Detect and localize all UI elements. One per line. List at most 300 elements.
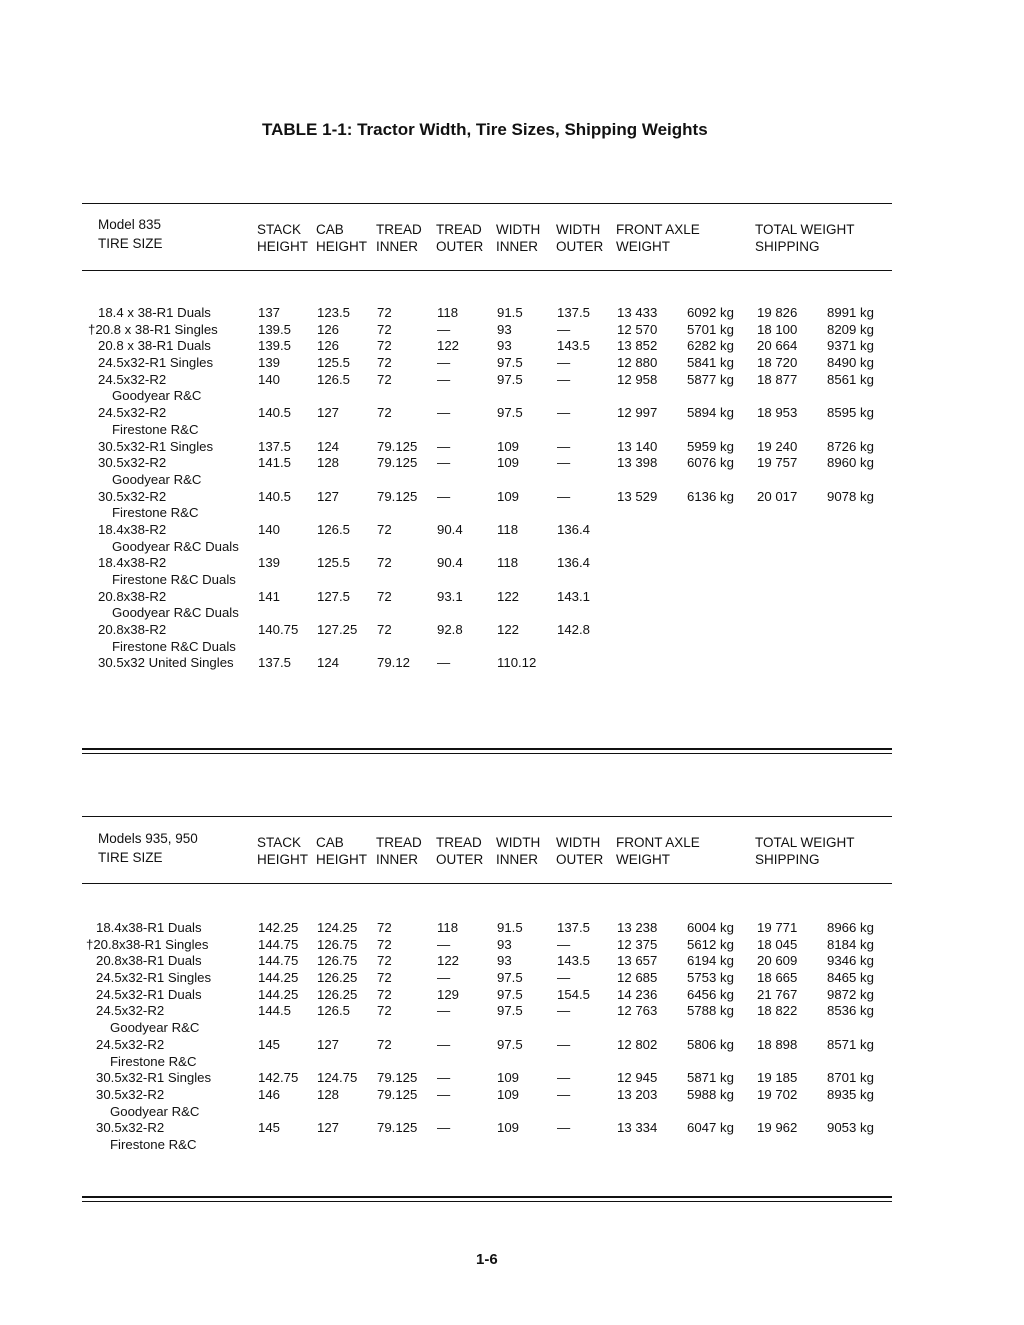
- tire-size-text: 24.5x32-R2: [96, 1003, 165, 1019]
- cell-to: 118: [437, 920, 459, 935]
- cell-cab: 124: [317, 438, 340, 454]
- cell-fa-lb: 13 334: [617, 1120, 658, 1136]
- tire-size-text: 30.5x32-R1 Singles: [98, 438, 214, 454]
- cell-fa-lb: 12 802: [617, 1036, 658, 1052]
- tire-size-text: 30.5x32-R1 Singles: [96, 1070, 212, 1086]
- tire-brand-cell: Goodyear R&C: [112, 388, 202, 404]
- cell-wo: —: [557, 1070, 571, 1086]
- cell-fa-lb: 12 763: [617, 1003, 658, 1019]
- cell-fa-kg: 6047 kg: [687, 1120, 734, 1136]
- cell-cab: 124: [317, 655, 340, 671]
- tire-brand-cell: Firestone R&C Duals: [112, 638, 236, 654]
- table-row: [0, 1087, 1024, 1104]
- cell-cab: 126.25: [317, 986, 358, 1002]
- header-line: TOTAL WEIGHT: [755, 222, 855, 237]
- cell-tw-kg: 9371 kg: [827, 338, 874, 354]
- cell-wo: —: [557, 1003, 571, 1019]
- cell-ti: 79.125: [377, 1120, 418, 1136]
- width-inner-header: [496, 221, 540, 255]
- header-line: WIDTH: [556, 222, 601, 237]
- tire-size-cell: [88, 321, 218, 339]
- table-row: [0, 555, 1024, 572]
- cell-to: 93.1: [437, 588, 463, 604]
- cell-ti: 72: [377, 521, 392, 537]
- cell-stack: 139.5: [258, 321, 292, 337]
- cell-ti: 72: [377, 1036, 392, 1052]
- header-line: STACK: [257, 222, 302, 237]
- cell-tw-kg: 8991 kg: [827, 305, 874, 320]
- cell-stack: 142.75: [258, 1070, 299, 1086]
- tire-size-text: 24.5x32-R2: [98, 405, 167, 421]
- cell-to: —: [437, 488, 451, 504]
- tire-size-text: 20.8 x 38-R1 Singles: [95, 321, 218, 337]
- cell-cab: 127.25: [317, 622, 358, 638]
- table-row: [0, 1120, 1024, 1137]
- cell-wi: 97.5: [497, 355, 523, 371]
- cab-height-header: [316, 221, 367, 255]
- cell-to: —: [437, 371, 451, 387]
- cell-cab: 126.75: [317, 953, 358, 969]
- tire-size-cell: [96, 1070, 211, 1087]
- cell-fa-lb: 13 398: [617, 455, 658, 471]
- cell-cab: 127: [317, 405, 340, 421]
- table-row: [0, 1070, 1024, 1087]
- cell-ti: 72: [377, 920, 392, 935]
- table-title: TABLE 1-1: Tractor Width, Tire Sizes, Shipping Weights: [262, 120, 708, 139]
- cell-wo: —: [557, 321, 571, 337]
- front-axle-header: [616, 221, 700, 255]
- cell-tw-lb: 18 877: [757, 371, 798, 387]
- cell-tw-lb: 18 045: [757, 936, 798, 952]
- tread-outer-header: [436, 834, 483, 868]
- table2-top-rule: [82, 816, 892, 817]
- table2-body: [0, 920, 1024, 1154]
- table-row-sub: [0, 472, 1024, 489]
- stack-height-header: [257, 834, 308, 868]
- cell-ti: 79.125: [377, 488, 418, 504]
- cell-ti: 72: [377, 338, 392, 354]
- cell-wo: —: [557, 1086, 571, 1102]
- cell-stack: 139: [258, 555, 281, 571]
- cell-wi: 109: [497, 438, 520, 454]
- cell-ti: 72: [377, 936, 392, 952]
- cell-wo: —: [557, 405, 571, 421]
- tire-size-text: 24.5x32-R2: [96, 1036, 165, 1052]
- table-row-sub: [0, 539, 1024, 556]
- width-outer-header: [556, 834, 603, 868]
- cell-wo: 137.5: [557, 305, 591, 320]
- table-row-sub: [0, 605, 1024, 622]
- cell-tw-lb: 19 962: [757, 1120, 798, 1136]
- cell-fa-kg: 6076 kg: [687, 455, 734, 471]
- table-row: [0, 622, 1024, 639]
- cell-wi: 97.5: [497, 986, 523, 1002]
- cell-ti: 72: [377, 622, 392, 638]
- tire-brand-cell: Goodyear R&C: [110, 1020, 200, 1036]
- table-row-sub: [0, 639, 1024, 656]
- cell-wi: 93: [497, 321, 512, 337]
- cell-cab: 127: [317, 1036, 340, 1052]
- cell-tw-kg: 8571 kg: [827, 1036, 874, 1052]
- cell-wo: —: [557, 371, 571, 387]
- cell-cab: 124.75: [317, 1070, 358, 1086]
- tread-outer-header: [436, 221, 483, 255]
- cell-wi: 109: [497, 488, 520, 504]
- table2-header-rule: [82, 883, 892, 884]
- dagger-mark: †: [86, 936, 94, 952]
- cell-to: —: [437, 1086, 451, 1102]
- cell-fa-lb: 13 140: [617, 438, 658, 454]
- cell-to: —: [437, 970, 451, 986]
- cell-cab: 128: [317, 1086, 340, 1102]
- tire-size-text: 18.4x38-R1 Duals: [96, 920, 202, 935]
- cell-wi: 93: [497, 338, 512, 354]
- cell-to: —: [437, 1120, 451, 1136]
- tire-size-text: 20.8x38-R1 Duals: [96, 953, 202, 969]
- cell-stack: 139.5: [258, 338, 292, 354]
- cell-cab: 123.5: [317, 305, 351, 320]
- cell-tw-kg: 8935 kg: [827, 1086, 874, 1102]
- header-line: SHIPPING: [755, 239, 820, 254]
- cell-tw-kg: 8209 kg: [827, 321, 874, 337]
- cell-fa-lb: 13 657: [617, 953, 658, 969]
- cell-cab: 126.5: [317, 521, 351, 537]
- tire-brand-cell: Firestone R&C: [112, 421, 199, 437]
- tire-size-cell: [98, 589, 166, 606]
- cell-tw-kg: 8536 kg: [827, 1003, 874, 1019]
- tire-size-cell: [98, 555, 166, 572]
- tire-size-text: 18.4 x 38-R1 Duals: [98, 305, 211, 320]
- tire-size-text: 20.8x38-R2: [98, 622, 167, 638]
- cell-wi: 91.5: [497, 920, 523, 935]
- table-row: [0, 405, 1024, 422]
- cell-tw-lb: 18 720: [757, 355, 798, 371]
- cell-tw-kg: 8960 kg: [827, 455, 874, 471]
- cell-to: —: [437, 455, 451, 471]
- cell-cab: 127: [317, 1120, 340, 1136]
- cell-stack: 144.25: [258, 986, 299, 1002]
- cell-cab: 125.5: [317, 555, 351, 571]
- header-line: WEIGHT: [616, 239, 670, 254]
- cell-tw-kg: 8726 kg: [827, 438, 874, 454]
- tire-brand-cell: Goodyear R&C Duals: [112, 538, 239, 554]
- header-line: WIDTH: [556, 835, 601, 850]
- cell-to: 92.8: [437, 622, 463, 638]
- cell-wo: 143.5: [557, 338, 591, 354]
- cell-cab: 127: [317, 488, 340, 504]
- cell-ti: 79.125: [377, 1086, 418, 1102]
- cell-fa-lb: 13 203: [617, 1086, 658, 1102]
- header-line: TREAD: [436, 835, 482, 850]
- header-line: HEIGHT: [257, 239, 309, 254]
- cell-wo: 143.1: [557, 588, 591, 604]
- tire-size-text: 24.5x32-R1 Duals: [96, 986, 202, 1002]
- cell-ti: 72: [377, 321, 392, 337]
- table-row: [0, 987, 1024, 1004]
- cell-tw-lb: 18 100: [757, 321, 798, 337]
- cell-wi: 97.5: [497, 405, 523, 421]
- cell-stack: 144.75: [258, 953, 299, 969]
- tire-size-cell: [96, 1003, 164, 1020]
- total-weight-header: [755, 834, 855, 868]
- header-line: TOTAL WEIGHT: [755, 835, 855, 850]
- cell-cab: 126: [317, 338, 340, 354]
- cell-wi: 122: [497, 588, 520, 604]
- tire-size-text: 20.8x38-R1 Singles: [93, 936, 209, 952]
- header-line: TREAD: [436, 222, 482, 237]
- cell-fa-kg: 5701 kg: [687, 321, 734, 337]
- cell-to: —: [437, 655, 451, 671]
- table-row: [0, 970, 1024, 987]
- tire-size-text: 30.5x32-R2: [98, 455, 167, 471]
- cell-fa-lb: 13 238: [617, 920, 658, 935]
- cell-fa-kg: 5806 kg: [687, 1036, 734, 1052]
- header-line: HEIGHT: [257, 852, 309, 867]
- cell-cab: 124.25: [317, 920, 358, 935]
- tire-brand-cell: Firestone R&C Duals: [112, 572, 236, 587]
- cell-wo: 154.5: [557, 986, 591, 1002]
- cell-wo: —: [557, 1036, 571, 1052]
- header-line: WIDTH: [496, 835, 541, 850]
- table-row-sub: [0, 388, 1024, 405]
- tire-size-cell: [98, 622, 166, 639]
- cell-wo: 143.5: [557, 953, 591, 969]
- cell-wo: —: [557, 355, 571, 371]
- width-outer-header: [556, 221, 603, 255]
- tire-size-cell: [98, 305, 211, 322]
- cell-ti: 79.125: [377, 455, 418, 471]
- table-row-sub: [0, 572, 1024, 589]
- cell-stack: 145: [258, 1036, 281, 1052]
- cell-fa-kg: 6282 kg: [687, 338, 734, 354]
- header-line: OUTER: [436, 852, 484, 867]
- tire-size-text: 18.4x38-R2: [98, 555, 167, 571]
- cell-wi: 118: [497, 555, 519, 571]
- cell-tw-lb: 19 757: [757, 455, 798, 471]
- cell-to: —: [437, 936, 451, 952]
- cell-cab: 126: [317, 321, 340, 337]
- table1-header-rule: [82, 270, 892, 271]
- cell-stack: 145: [258, 1120, 281, 1136]
- tire-size-text: 18.4x38-R2: [98, 521, 167, 537]
- cell-cab: 127.5: [317, 588, 351, 604]
- cell-to: 90.4: [437, 555, 463, 571]
- tire-brand-cell: Firestone R&C: [112, 505, 199, 521]
- cell-cab: 126.5: [317, 1003, 351, 1019]
- cell-fa-kg: 6092 kg: [687, 305, 734, 320]
- cell-fa-lb: 13 433: [617, 305, 658, 320]
- table1-bottom-rule: [82, 748, 892, 750]
- tire-size-text: 24.5x32-R1 Singles: [98, 355, 214, 371]
- cell-tw-lb: 19 826: [757, 305, 798, 320]
- cell-wo: 137.5: [557, 920, 591, 935]
- cell-tw-kg: 8966 kg: [827, 920, 874, 935]
- model-label: Model 835: [98, 217, 162, 232]
- cell-fa-kg: 5841 kg: [687, 355, 734, 371]
- cell-stack: 137.5: [258, 438, 292, 454]
- header-line: WIDTH: [496, 222, 541, 237]
- tire-size-cell: [86, 936, 209, 954]
- cell-fa-kg: 5988 kg: [687, 1086, 734, 1102]
- cell-tw-lb: 18 898: [757, 1036, 798, 1052]
- header-line: WEIGHT: [616, 852, 670, 867]
- cell-tw-kg: 8701 kg: [827, 1070, 874, 1086]
- cell-ti: 72: [377, 405, 392, 421]
- cab-height-header: [316, 834, 367, 868]
- table-row: [0, 953, 1024, 970]
- cell-stack: 140: [258, 521, 281, 537]
- tire-size-cell: [96, 1087, 164, 1104]
- cell-fa-kg: 6136 kg: [687, 488, 734, 504]
- tire-size-text: 30.5x32-R2: [98, 488, 167, 504]
- cell-tw-kg: 8184 kg: [827, 936, 874, 952]
- cell-ti: 79.12: [377, 655, 411, 671]
- cell-to: 129: [437, 986, 460, 1002]
- cell-to: —: [437, 438, 451, 454]
- header-line: FRONT AXLE: [616, 222, 700, 237]
- cell-cab: 126.75: [317, 936, 358, 952]
- cell-tw-kg: 8490 kg: [827, 355, 874, 371]
- cell-fa-lb: 14 236: [617, 986, 658, 1002]
- cell-cab: 128: [317, 455, 340, 471]
- cell-ti: 72: [377, 970, 392, 986]
- cell-cab: 125.5: [317, 355, 351, 371]
- cell-stack: 137: [258, 305, 281, 320]
- table-row: [0, 455, 1024, 472]
- cell-stack: 141: [258, 588, 281, 604]
- cell-stack: 140.75: [258, 622, 299, 638]
- cell-ti: 72: [377, 305, 392, 320]
- table-row: [0, 489, 1024, 506]
- tire-size-text: 30.5x32-R2: [96, 1120, 165, 1136]
- cell-wi: 109: [497, 455, 520, 471]
- tire-size-text: 24.5x32-R1 Singles: [96, 970, 212, 986]
- cell-stack: 144.5: [258, 1003, 292, 1019]
- table-row-sub: [0, 422, 1024, 439]
- cell-tw-kg: 9346 kg: [827, 953, 874, 969]
- cell-wi: 118: [497, 521, 519, 537]
- cell-fa-kg: 6004 kg: [687, 920, 734, 935]
- cell-tw-lb: 18 822: [757, 1003, 798, 1019]
- tire-size-text: 30.5x32 United Singles: [98, 655, 234, 671]
- cell-ti: 72: [377, 953, 392, 969]
- table-row: [0, 355, 1024, 372]
- tire-size-cell: [98, 405, 166, 422]
- cell-stack: 141.5: [258, 455, 292, 471]
- page-number: 1-6: [476, 1251, 498, 1268]
- table-row: [0, 338, 1024, 355]
- cell-stack: 144.75: [258, 936, 299, 952]
- header-line: INNER: [496, 239, 539, 254]
- tire-size-cell: [96, 953, 202, 970]
- cell-tw-lb: 20 017: [757, 488, 798, 504]
- cell-tw-kg: 9078 kg: [827, 488, 874, 504]
- cell-to: —: [437, 1070, 451, 1086]
- header-line: INNER: [376, 852, 419, 867]
- cell-to: —: [437, 1036, 451, 1052]
- tire-size-text: 20.8x38-R2: [98, 588, 167, 604]
- cell-wo: —: [557, 936, 571, 952]
- table-row: [0, 1037, 1024, 1054]
- model-label: Models 935, 950: [98, 831, 198, 846]
- tire-size-text: 30.5x32-R2: [96, 1086, 165, 1102]
- tire-size-cell: [98, 522, 166, 539]
- header-line: CAB: [316, 835, 344, 850]
- table-row: [0, 655, 1024, 672]
- table2-model-header: [98, 830, 198, 866]
- header-line: TREAD: [376, 222, 422, 237]
- cell-wi: 97.5: [497, 970, 523, 986]
- cell-wi: 122: [497, 622, 520, 638]
- cell-wo: 142.8: [557, 622, 591, 638]
- header-line: OUTER: [556, 239, 604, 254]
- cell-tw-lb: 20 664: [757, 338, 798, 354]
- cell-tw-kg: 9053 kg: [827, 1120, 874, 1136]
- header-line: INNER: [496, 852, 539, 867]
- table-row: [0, 920, 1024, 937]
- tire-size-cell: [98, 338, 211, 355]
- cell-ti: 72: [377, 355, 392, 371]
- table-row: [0, 372, 1024, 389]
- cell-ti: 79.125: [377, 438, 418, 454]
- cell-wo: 136.4: [557, 555, 591, 571]
- header-line: HEIGHT: [316, 852, 368, 867]
- cell-fa-kg: 5877 kg: [687, 371, 734, 387]
- header-line: INNER: [376, 239, 419, 254]
- tire-brand-cell: Goodyear R&C: [110, 1103, 200, 1119]
- header-line: OUTER: [436, 239, 484, 254]
- cell-fa-lb: 12 997: [617, 405, 658, 421]
- cell-wi: 109: [497, 1120, 520, 1136]
- cell-to: —: [437, 1003, 451, 1019]
- header-line: HEIGHT: [316, 239, 368, 254]
- table-row-sub: [0, 1054, 1024, 1071]
- table-row: [0, 589, 1024, 606]
- header-line: SHIPPING: [755, 852, 820, 867]
- cell-stack: 142.25: [258, 920, 299, 935]
- cell-to: 122: [437, 953, 460, 969]
- cell-fa-kg: 5871 kg: [687, 1070, 734, 1086]
- cell-wi: 97.5: [497, 371, 523, 387]
- tire-size-cell: [96, 970, 211, 987]
- cell-stack: 139: [258, 355, 281, 371]
- tire-size-cell: [96, 920, 202, 937]
- cell-to: 118: [437, 305, 459, 320]
- cell-wo: —: [557, 488, 571, 504]
- cell-to: 122: [437, 338, 460, 354]
- tread-inner-header: [376, 221, 422, 255]
- table-row: [0, 322, 1024, 339]
- cell-to: —: [437, 321, 451, 337]
- cell-fa-kg: 5894 kg: [687, 405, 734, 421]
- table1-body: [0, 305, 1024, 672]
- header-line: TREAD: [376, 835, 422, 850]
- tire-brand-cell: Firestone R&C: [110, 1136, 197, 1152]
- cell-tw-kg: 8561 kg: [827, 371, 874, 387]
- cell-fa-lb: 12 958: [617, 371, 658, 387]
- cell-stack: 137.5: [258, 655, 292, 671]
- cell-stack: 144.25: [258, 970, 299, 986]
- cell-wi: 93: [497, 953, 512, 969]
- cell-wo: —: [557, 438, 571, 454]
- cell-fa-lb: 13 529: [617, 488, 658, 504]
- cell-tw-lb: 19 702: [757, 1086, 798, 1102]
- cell-cab: 126.25: [317, 970, 358, 986]
- cell-tw-lb: 20 609: [757, 953, 798, 969]
- header-line: STACK: [257, 835, 302, 850]
- cell-fa-lb: 13 852: [617, 338, 658, 354]
- cell-to: —: [437, 405, 451, 421]
